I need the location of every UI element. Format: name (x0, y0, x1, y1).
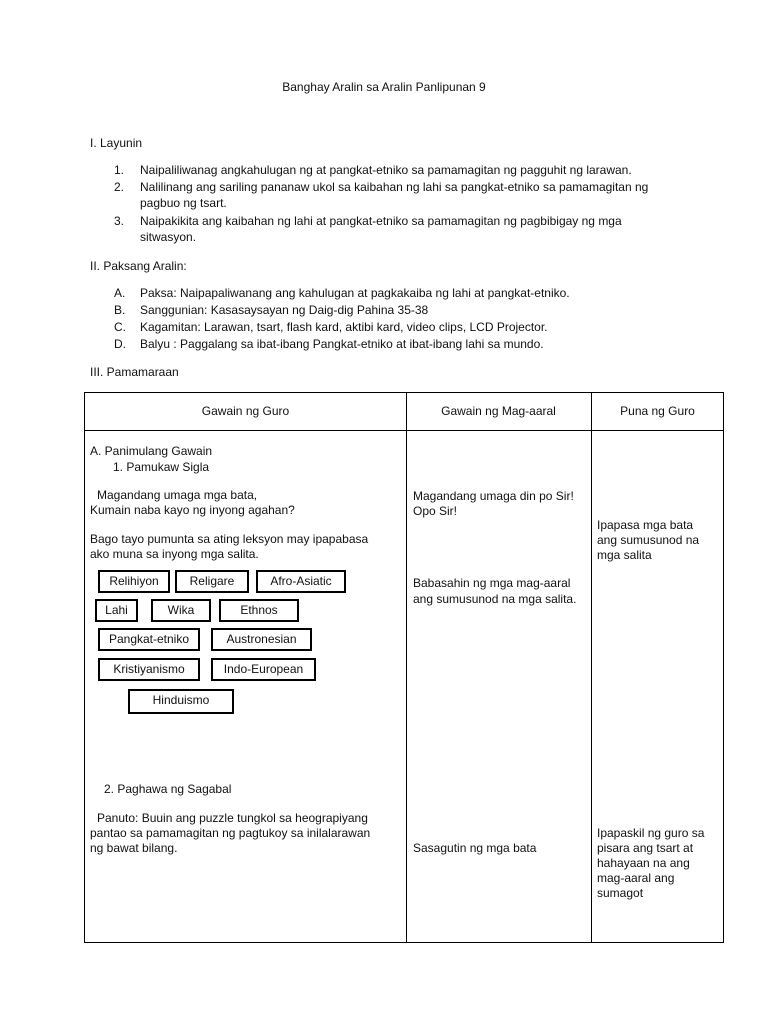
section-heading-pamamaraan: III. Pamamaraan (90, 365, 179, 379)
teacher-note: sumagot (597, 886, 644, 900)
list-text: Naipakikita ang kaibahan ng lahi at pangkat-etniko sa pamamagitan ng pagbibigay ng mga (140, 214, 622, 228)
list-text: Naipaliliwanag angkahulugan ng at pangkat-etniko sa pamamagitan ng pagguhit ng larawan. (140, 163, 632, 177)
sub-heading-pamukaw-sigla: 1. Pamukaw Sigla (113, 460, 210, 474)
list-text: Sanggunian: Kasasaysayan ng Daig-dig Pahina 35-38 (140, 303, 429, 317)
header-divider (85, 430, 723, 431)
list-marker: B. (114, 303, 126, 317)
table-header-puna-guro: Puna ng Guro (620, 404, 695, 418)
word-card-ethnos: Ethnos (219, 599, 299, 622)
student-reply: Opo Sir! (413, 504, 458, 518)
teacher-note: hahayaan na ang (597, 856, 690, 870)
list-item (114, 336, 674, 352)
list-item-continuation (114, 195, 674, 211)
list-item (114, 162, 674, 178)
list-marker: 3. (114, 214, 125, 228)
student-activity: ang sumusunod na mga salita. (413, 592, 577, 606)
list-marker: A. (114, 286, 126, 300)
column-divider (591, 393, 592, 942)
list-item (114, 285, 674, 301)
teacher-note: mag-aaral ang (597, 871, 675, 885)
word-card-hinduismo: Hinduismo (128, 689, 234, 714)
teacher-note: Ipapasa mga bata (597, 518, 694, 532)
student-answer: Sasagutin ng mga bata (413, 841, 537, 855)
teacher-intro: Bago tayo pumunta sa ating leksyon may ipapabasa (90, 532, 369, 546)
teacher-note: ang sumusunod na (597, 533, 700, 547)
list-marker: D. (114, 337, 126, 351)
list-text: Nalilinang ang sariling pananaw ukol sa kaibahan ng lahi sa pangkat-etniko sa pamamagitan ng (140, 180, 649, 194)
panuto-text: ng bawat bilang. (90, 841, 178, 855)
word-card-kristiyanismo: Kristiyanismo (98, 658, 200, 681)
list-item (114, 179, 674, 195)
panuto-text: pantao sa pamamagitan ng pagtukoy sa inilalarawan (90, 826, 371, 840)
student-activity: Babasahin ng mga mag-aaral (413, 576, 571, 590)
table-header-gawain-mag-aaral: Gawain ng Mag-aaral (441, 404, 556, 418)
list-marker: C. (114, 320, 126, 334)
word-card-afro-asiatic: Afro-Asiatic (256, 570, 346, 593)
list-text: Kagamitan: Larawan, tsart, flash kard, aktibi kard, video clips, LCD Projector. (140, 320, 548, 334)
teacher-note: Ipapaskil ng guro sa (597, 826, 705, 840)
list-text: Paksa: Naipapaliwanang ang kahulugan at pagkakaiba ng lahi at pangkat-etniko. (140, 286, 570, 300)
document-title: Banghay Aralin sa Aralin Panlipunan 9 (282, 80, 486, 94)
student-reply: Magandang umaga din po Sir! (413, 489, 574, 503)
word-card-pangkat-etniko: Pangkat-etniko (98, 628, 200, 651)
table-header-gawain-guro: Gawain ng Guro (201, 404, 290, 418)
list-item (114, 319, 674, 335)
teacher-question: Kumain naba kayo ng inyong agahan? (90, 503, 295, 517)
word-card-relihiyon: Relihiyon (98, 570, 170, 593)
list-text: sitwasyon. (140, 230, 197, 244)
word-card-lahi: Lahi (95, 599, 138, 622)
teacher-note: pisara ang tsart at (597, 841, 694, 855)
teacher-greeting: Magandang umaga mga bata, (97, 488, 258, 502)
word-card-religare: Religare (175, 570, 249, 593)
teacher-note: mga salita (597, 548, 652, 562)
sub-heading-paghawa-ng-sagabal: 2. Paghawa ng Sagabal (104, 782, 232, 796)
column-divider (406, 393, 407, 942)
word-card-austronesian: Austronesian (211, 628, 312, 651)
list-text: Balyu : Paggalang sa ibat-ibang Pangkat-etniko at ibat-ibang lahi sa mundo. (140, 337, 544, 351)
list-text: pagbuo ng tsart. (140, 196, 227, 210)
list-marker: 2. (114, 180, 125, 194)
section-heading-paksang-aralin: II. Paksang Aralin: (90, 259, 187, 273)
list-item (114, 302, 674, 318)
lesson-table (84, 392, 724, 943)
section-heading-layunin: I. Layunin (90, 136, 143, 150)
word-card-indo-european: Indo-European (211, 658, 316, 681)
section-a-heading: A. Panimulang Gawain (90, 444, 213, 458)
list-item (114, 213, 674, 229)
word-card-wika: Wika (151, 599, 211, 622)
panuto-text: Panuto: Buuin ang puzzle tungkol sa heograpiyang (97, 811, 368, 825)
list-item-continuation (114, 229, 674, 245)
teacher-intro: ako muna sa inyong mga salita. (90, 547, 259, 561)
list-marker: 1. (114, 163, 125, 177)
